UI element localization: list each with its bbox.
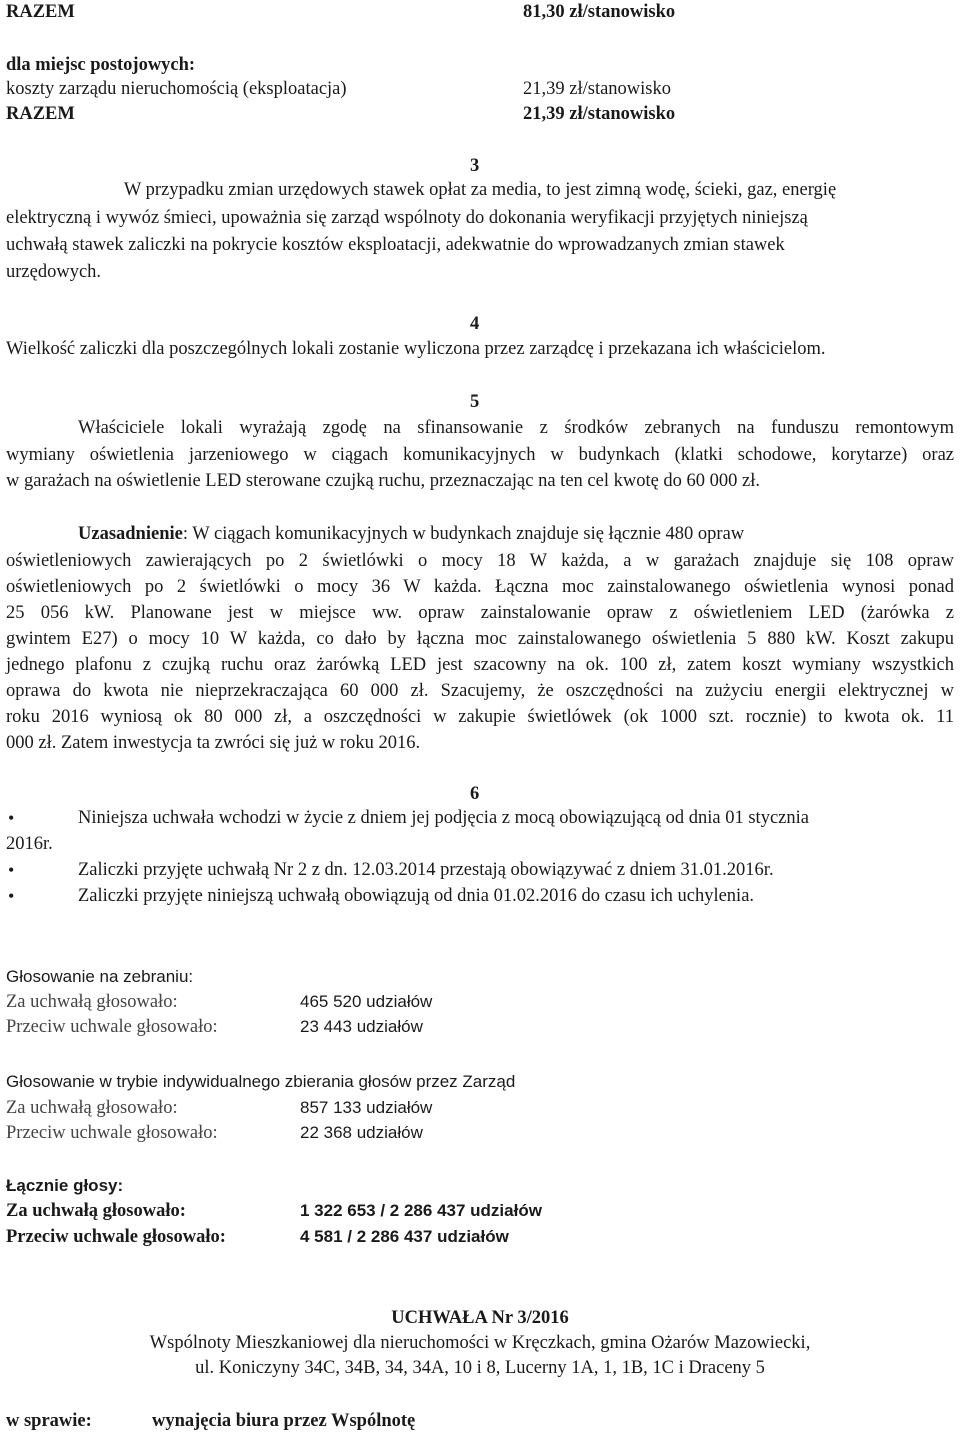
bullet-icon-2: • — [8, 860, 15, 880]
resolution-subject-label: w sprawie: — [6, 1411, 92, 1431]
resolution-line-1: Wspólnoty Mieszkaniowej dla nieruchomości w Kręczkach, gmina Ożarów Mazowiecki, — [149, 1333, 811, 1353]
justification-line-6: jednego plafonu z czujką ruchu oraz żarówką LED jest szacowny na ok. 100 zł, zatem koszt wymiany wszystkich — [6, 655, 954, 675]
parking-cost-value: 21,39 zł/stanowisko — [523, 79, 671, 99]
section-3-line-3: uchwałą stawek zaliczki na pokrycie kosztów eksploatacji, adekwatnie do wprowadzanych zmian stawek — [6, 235, 785, 255]
justification-first-line-text: : W ciągach komunikacyjnych w budynkach znajduje się łącznie 480 opraw — [182, 524, 745, 544]
section-5-line-3: w garażach na oświetlenie LED sterowane czujką ruchu, przeznaczając na ten cel kwotę do 60 000 zł. — [6, 471, 761, 491]
section-6-bullet-3: Zaliczki przyjęte niniejszą uchwałą obowiązują od dnia 01.02.2016 do czasu ich uchylenia. — [78, 886, 755, 906]
justification-line-3: oświetleniowych po 2 świetlówki o mocy 36 W każda. Łączna moc zainstalowanego oświetlenia wynosi ponad — [6, 577, 954, 597]
section-4-text: Wielkość zaliczki dla poszczególnych lokali zostanie wyliczona przez zarządcę i przekazana ich właścicielom. — [6, 339, 826, 359]
justification-line-8: roku 2016 wyniosą ok 80 000 zł, a oszczędności w zakupie świetlówek (ok 1000 szt. rocznie) to kwota ok. 11 — [6, 707, 954, 727]
section-3-line-1: W przypadku zmian urzędowych stawek opłat za media, to jest zimną wodę, ścieki, gaz, energię — [123, 180, 837, 200]
resolution-line-2: ul. Koniczyny 34C, 34B, 34, 34A, 10 i 8, Lucerny 1A, 1, 1B, 1C i Draceny 5 — [195, 1358, 765, 1378]
section-3-number: 3 — [470, 156, 480, 176]
votes-meeting-heading: Głosowanie na zebraniu: — [6, 967, 194, 986]
votes-total-heading: Łącznie głosy: — [6, 1176, 124, 1195]
resolution-subject-text: wynajęcia biura przez Wspólnotę — [152, 1411, 416, 1431]
votes-individual-against-label: Przeciw uchwale głosowało: — [6, 1123, 218, 1143]
justification-line-4: 25 056 kW. Planowane jest w miejsce ww. opraw zainstalowanie opraw z oświetleniem LED (żarówka z — [6, 603, 954, 623]
section-5-number: 5 — [470, 392, 480, 412]
votes-total-for-value: 1 322 653 / 2 286 437 udziałów — [300, 1201, 542, 1220]
votes-total-against-label: Przeciw uchwale głosowało: — [6, 1227, 226, 1247]
votes-individual-against-value: 22 368 udziałów — [300, 1123, 423, 1142]
bullet-icon-1: • — [8, 808, 15, 828]
parking-cost-label: koszty zarządu nieruchomością (eksploatacja) — [6, 79, 347, 99]
section-3-line-4: urzędowych. — [6, 262, 102, 282]
section-6-bullet-1-cont: 2016r. — [6, 834, 53, 854]
justification-line-9: 000 zł. Zatem inwestycja ta zwróci się już w roku 2016. — [6, 733, 421, 753]
razem-label-1: RAZEM — [6, 2, 75, 22]
section-5-line-2: wymiany oświetlenia jarzeniowego w ciągach komunikacyjnych w budynkach (klatki schodowe, korytarze) oraz — [6, 445, 954, 465]
bullet-icon-3: • — [8, 886, 15, 906]
votes-individual-for-value: 857 133 udziałów — [300, 1098, 433, 1117]
votes-meeting-against-label: Przeciw uchwale głosowało: — [6, 1017, 218, 1037]
justification-line-5: gwintem E27) o mocy 10 W każda, co dało by łączna moc zainstalowanego oświetlenia 5 880 kW. Koszt zakupu — [6, 629, 954, 649]
justification-label: Uzasadnienie — [78, 524, 183, 544]
votes-individual-for-label: Za uchwałą głosowało: — [6, 1098, 178, 1118]
resolution-title: UCHWAŁA Nr 3/2016 — [391, 1308, 569, 1328]
votes-meeting-for-label: Za uchwałą głosowało: — [6, 992, 178, 1012]
section-3-line-2: elektryczną i wywóz śmieci, upoważnia się zarząd wspólnoty do dokonania weryfikacji przyjętych niniejszą — [6, 208, 808, 228]
justification-line-2: oświetleniowych zawierających po 2 świetlówki o mocy 18 W każda, a w garażach znajduje się 108 opraw — [6, 551, 954, 571]
votes-individual-heading: Głosowanie w trybie indywidualnego zbierania głosów przez Zarząd — [6, 1072, 516, 1091]
section-6-bullet-2: Zaliczki przyjęte uchwałą Nr 2 z dn. 12.03.2014 przestają obowiązywać z dniem 31.01.2016r. — [78, 860, 774, 880]
votes-meeting-for-value: 465 520 udziałów — [300, 992, 433, 1011]
votes-total-against-value: 4 581 / 2 286 437 udziałów — [300, 1227, 509, 1246]
section-6-number: 6 — [470, 784, 480, 804]
section-6-bullet-1: Niniejsza uchwała wchodzi w życie z dniem jej podjęcia z mocą obowiązującą od dnia 01 stycznia — [78, 808, 809, 828]
section-4-number: 4 — [470, 314, 480, 334]
votes-total-for-label: Za uchwałą głosowało: — [6, 1201, 186, 1221]
razem-label-2: RAZEM — [6, 104, 75, 124]
justification-line-7: oprawa do kwota nie nieprzekraczająca 60 000 zł. Szacujemy, że oszczędności na zużyciu energii elektrycznej w — [6, 681, 954, 701]
parking-heading: dla miejsc postojowych: — [6, 55, 196, 75]
razem-value-1: 81,30 zł/stanowisko — [523, 2, 676, 22]
razem-value-2: 21,39 zł/stanowisko — [523, 104, 676, 124]
justification-first-line — [78, 521, 954, 547]
section-5-line-1: Właściciele lokali wyrażają zgodę na sfinansowanie z środków zebranych na funduszu remontowym — [78, 418, 954, 438]
votes-meeting-against-value: 23 443 udziałów — [300, 1017, 423, 1036]
